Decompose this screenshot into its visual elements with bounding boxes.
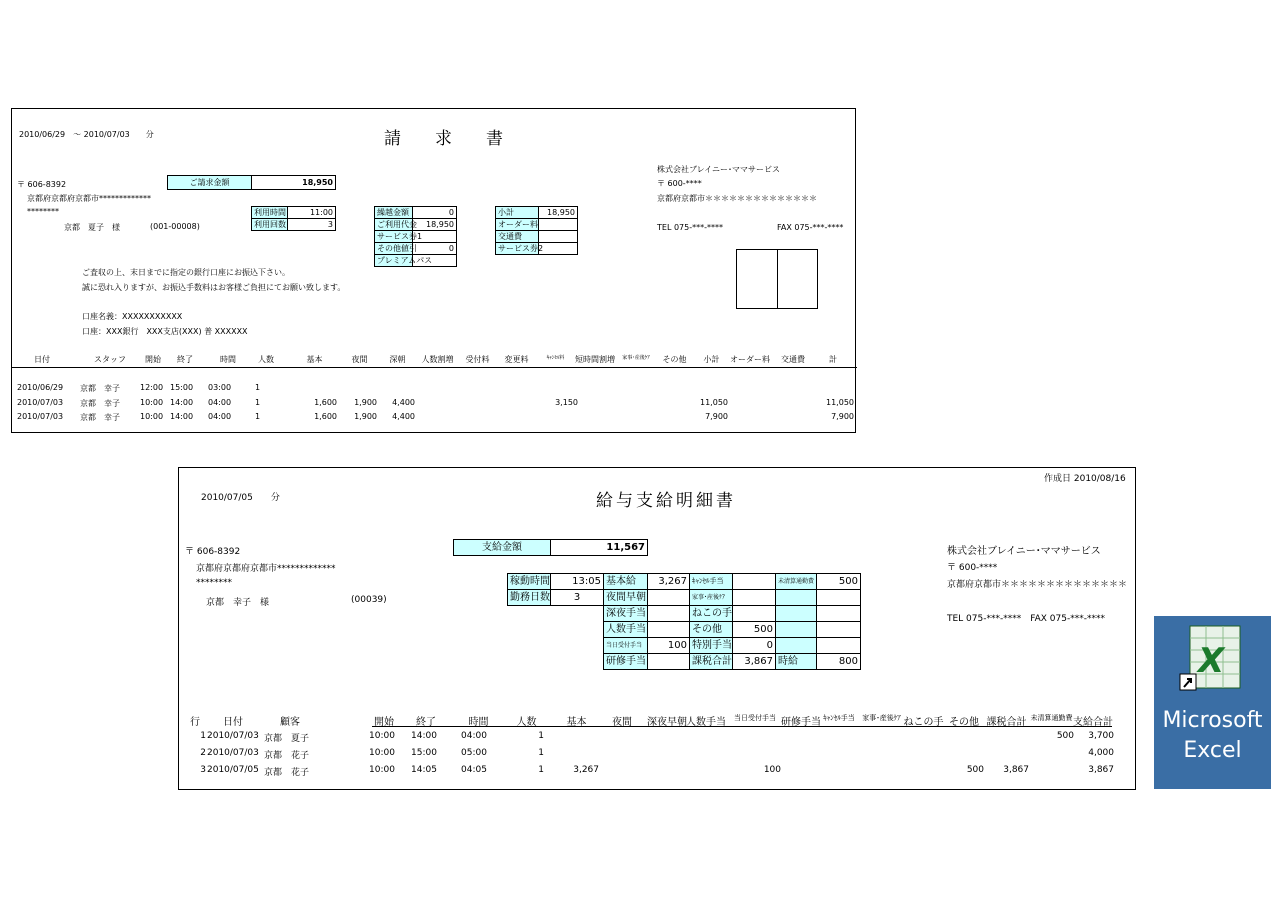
column-header: 時間: [468, 717, 489, 728]
table-cell: 7,900: [831, 412, 854, 421]
column-header: 研修手当: [781, 717, 821, 728]
column-header: 人数割増: [421, 355, 454, 364]
empty-cell: [816, 589, 861, 606]
house-value: [732, 589, 776, 606]
table-cell: 2010/07/05: [207, 765, 259, 775]
work-days-value: 3: [550, 589, 604, 606]
column-header: 変更料: [504, 355, 529, 364]
table-cell: 14:05: [411, 765, 437, 775]
premium-value: [412, 254, 457, 267]
pay-amount: 11,567: [550, 539, 648, 556]
use-count-label: 利用回数: [251, 218, 288, 231]
column-header: 開始: [374, 717, 394, 728]
table-cell: 500: [966, 765, 984, 775]
invoice-address: 京都府京都府京都市*************: [27, 194, 151, 203]
column-header: 顧客: [280, 717, 300, 728]
excel-label-1: Microsoft: [1162, 708, 1263, 733]
table-cell: 2010/07/03: [17, 412, 64, 421]
invoice-company-postal: 〒 600-****: [657, 179, 702, 188]
table-cell: 1,600: [314, 398, 337, 407]
column-header: スタッフ: [94, 355, 126, 364]
empty-cell: [816, 637, 861, 654]
invoice-fax: FAX 075-***-****: [777, 223, 844, 232]
table-cell: 1: [538, 748, 544, 758]
house-label: 家事･産後ｹｱ: [689, 589, 733, 606]
table-cell: 1: [255, 383, 261, 392]
excel-label-2: Excel: [1183, 738, 1242, 763]
column-header: 当日受付手当: [734, 714, 776, 722]
svc2-label: サービス券2: [495, 242, 539, 255]
excel-icon: [1154, 616, 1271, 701]
table-cell: 500: [1056, 731, 1074, 741]
column-header: 時間: [220, 355, 236, 364]
payslip-company: 株式会社ブレイニー･ママサービス: [947, 546, 1101, 557]
table-cell: 1: [538, 731, 544, 741]
table-cell: 10:00: [369, 731, 395, 741]
table-cell: 3: [200, 765, 206, 775]
late-value: [647, 605, 690, 622]
payslip-telfax: TEL 075-***-**** FAX 075-***-****: [947, 614, 1105, 624]
table-cell: 1: [538, 765, 544, 775]
use-time-value: 11:00: [287, 206, 336, 219]
use-time-label: 利用時間: [251, 206, 288, 219]
table-cell: 3,267: [573, 765, 599, 775]
empty-cell: [775, 637, 817, 654]
table-cell: 14:00: [411, 731, 437, 741]
table-cell: 2010/07/03: [207, 748, 259, 758]
table-cell: 京都 花子: [264, 768, 310, 778]
other-value: 500: [732, 621, 776, 638]
night-label: 夜間早朝: [603, 589, 648, 606]
payslip-address: 京都府京都府京都市*************: [196, 564, 336, 574]
table-cell: 京都 幸子: [80, 384, 120, 393]
column-header: 家事･産後ｹｱ: [622, 355, 650, 361]
empty-cell: [816, 621, 861, 638]
empty-cell: [775, 589, 817, 606]
column-header: 課税合計: [986, 717, 1027, 728]
empty-cell: [775, 621, 817, 638]
invoice-customer-code: (001-00008): [150, 222, 200, 231]
table-cell: 14:00: [170, 412, 194, 421]
table-cell: 10:00: [140, 412, 164, 421]
table-cell: 10:00: [369, 765, 395, 775]
column-header: 夜間: [351, 355, 368, 364]
other-disc-value: 0: [412, 242, 457, 255]
invoice-company: 株式会社ブレイニー･ママサービス: [657, 165, 780, 174]
column-header: その他: [949, 717, 979, 728]
work-time-value: 13:05: [550, 573, 604, 590]
premium-label: プレミアムパス: [374, 254, 413, 267]
table-cell: 11,050: [700, 398, 728, 407]
table-cell: 4,000: [1088, 748, 1114, 758]
column-header: 小計: [703, 355, 720, 364]
payslip-staff-code: (00039): [351, 595, 387, 605]
table-cell: 15:00: [170, 383, 194, 392]
table-cell: 04:00: [461, 731, 487, 741]
payslip-title: 給与支給明細書: [596, 491, 736, 511]
table-cell: 1,600: [314, 412, 337, 421]
carry-value: 0: [412, 206, 457, 219]
seal-box-right: [777, 249, 818, 309]
table-cell: 1: [255, 412, 261, 421]
column-header: その他: [662, 355, 687, 364]
table-cell: 12:00: [140, 383, 164, 392]
table-cell: 京都 幸子: [80, 413, 120, 422]
column-header: 人数: [516, 717, 537, 728]
svc1-label: サービス券1: [374, 230, 413, 243]
empty-cell: [816, 605, 861, 622]
other-disc-label: その他値引: [374, 242, 413, 255]
table-cell: 京都 夏子: [264, 734, 310, 744]
column-header: 基本: [566, 717, 587, 728]
taxable-label: 課税合計: [689, 653, 733, 670]
work-days-label: 勤務日数: [507, 589, 551, 606]
night-value: [647, 589, 690, 606]
column-header: ねこの手: [903, 717, 944, 728]
table-cell: 4,400: [392, 412, 415, 421]
training-label: 研修手当: [603, 653, 648, 670]
invoice-customer: 京都 夏子 様: [64, 223, 120, 232]
table-cell: 7,900: [705, 412, 728, 421]
seal-box-left: [736, 249, 778, 309]
table-cell: 3,867: [1003, 765, 1029, 775]
invoice-table-rule: [12, 367, 857, 368]
column-header: 深夜早朝: [647, 717, 687, 728]
invoice-address2: ********: [27, 207, 59, 216]
invoice-note-2: 誠に恐れ入りますが、お振込手数料はお客様ご負担にてお願い致します。: [82, 283, 346, 292]
late-label: 深夜手当: [603, 605, 648, 622]
payslip-company-postal: 〒 600-****: [947, 563, 998, 573]
table-cell: 1,900: [354, 398, 377, 407]
invoice-postal: 〒 606-8392: [17, 180, 67, 189]
invoice-document: [11, 108, 856, 433]
column-header: 基本: [306, 355, 323, 364]
table-cell: 03:00: [208, 383, 232, 392]
table-cell: 04:05: [461, 765, 487, 775]
column-header: ｷｬﾝｾﾙ料: [546, 355, 565, 361]
taxable-value: 3,867: [732, 653, 776, 670]
hourly-value: 800: [816, 653, 861, 670]
sameday-label: 当日受付手当: [603, 637, 648, 654]
column-header: 日付: [223, 717, 243, 728]
table-cell: 100: [763, 765, 781, 775]
column-header: 計: [829, 355, 837, 364]
transport-label: 交通費: [495, 230, 539, 243]
column-header: 受付料: [465, 355, 490, 364]
training-value: [647, 653, 690, 670]
svc2-value: [538, 242, 578, 255]
bill-amount: 18,950: [251, 175, 336, 190]
table-cell: 2010/07/03: [17, 398, 64, 407]
invoice-tel: TEL 075-***-****: [657, 223, 723, 232]
subtotal-label: 小計: [495, 206, 539, 219]
unsettled-value: 500: [816, 573, 861, 590]
table-cell: 2010/06/29: [17, 383, 64, 392]
cat-label: ねこの手: [689, 605, 733, 622]
table-cell: 10:00: [369, 748, 395, 758]
table-cell: 4,400: [392, 398, 415, 407]
column-header: 人数手当: [686, 717, 726, 728]
payslip-document: [178, 467, 1136, 790]
pay-label: 支給金額: [453, 539, 551, 556]
empty-cell: [775, 605, 817, 622]
invoice-note-1: ご査収の上、末日までに指定の銀行口座にお振込下さい。: [82, 268, 290, 277]
cancel-label: ｷｬﾝｾﾙ手当: [689, 573, 733, 590]
work-time-label: 稼動時間: [507, 573, 551, 590]
column-header: 行: [190, 717, 200, 728]
payslip-period: 2010/07/05 分: [201, 493, 280, 503]
table-cell: 11,050: [826, 398, 854, 407]
bill-label: ご請求金額: [167, 175, 252, 190]
column-header: 日付: [34, 355, 50, 364]
invoice-period: 2010/06/29 ～ 2010/07/03 分: [19, 130, 154, 139]
column-header: 短時間割増: [575, 355, 615, 364]
svg-text:X: X: [1198, 641, 1225, 681]
invoice-title: 請 求 書: [384, 129, 503, 149]
payslip-created: 作成日 2010/08/16: [1044, 474, 1126, 484]
table-cell: 04:00: [208, 398, 232, 407]
table-cell: 05:00: [461, 748, 487, 758]
invoice-account-name: 口座名義：XXXXXXXXXXX: [82, 312, 183, 321]
table-cell: 1,900: [354, 412, 377, 421]
table-cell: 10:00: [140, 398, 164, 407]
other-label: その他: [689, 621, 733, 638]
usage-fee-label: ご利用代金: [374, 218, 413, 231]
payslip-postal: 〒 606-8392: [185, 547, 241, 557]
subtotal-value: 18,950: [538, 206, 578, 219]
table-cell: 15:00: [411, 748, 437, 758]
table-cell: 3,150: [555, 398, 578, 407]
order-fee-label: オーダー料: [495, 218, 539, 231]
special-value: 0: [732, 637, 776, 654]
cancel-value: [732, 573, 776, 590]
persons-label: 人数手当: [603, 621, 648, 638]
table-cell: 京都 幸子: [80, 399, 120, 408]
column-header: 人数: [258, 355, 274, 364]
payslip-company-address: 京都府京都市＊＊＊＊＊＊＊＊＊＊＊＊＊＊: [947, 580, 1128, 590]
sameday-value: 100: [647, 637, 690, 654]
table-cell: 3,867: [1088, 765, 1114, 775]
unsettled-label: 未清算通勤費: [775, 573, 817, 590]
table-cell: 2: [200, 748, 206, 758]
table-cell: 京都 花子: [264, 751, 310, 761]
column-header: 夜間: [612, 717, 632, 728]
column-header: オーダー料: [730, 355, 770, 364]
table-cell: 1: [200, 731, 206, 741]
column-header: 交通費: [781, 355, 805, 364]
column-header: 未清算通勤費: [1030, 714, 1073, 722]
column-header: ｷｬﾝｾﾙ手当: [823, 714, 855, 722]
cat-value: [732, 605, 776, 622]
base-value: 3,267: [647, 573, 690, 590]
payslip-staff: 京都 幸子 様: [206, 598, 270, 608]
table-cell: 3,700: [1088, 731, 1114, 741]
column-header: 終了: [177, 355, 193, 364]
persons-value: [647, 621, 690, 638]
table-cell: 14:00: [170, 398, 194, 407]
payslip-address2: ********: [196, 578, 232, 588]
hourly-label: 時給: [775, 653, 817, 670]
column-header: 深朝: [389, 355, 406, 364]
column-header: 開始: [145, 355, 161, 364]
column-header: 終了: [416, 717, 436, 728]
invoice-company-address: 京都府京都市＊＊＊＊＊＊＊＊＊＊＊＊＊＊: [657, 194, 817, 203]
use-count-value: 3: [287, 218, 336, 231]
column-header: 支給合計: [1073, 717, 1113, 728]
table-cell: 04:00: [208, 412, 232, 421]
column-header: 家事･産後ｹｱ: [862, 714, 901, 722]
special-label: 特別手当: [689, 637, 733, 654]
table-cell: 1: [255, 398, 261, 407]
base-label: 基本給: [603, 573, 648, 590]
invoice-account: 口座：XXX銀行 XXX支店(XXX) 普 XXXXXX: [82, 327, 248, 336]
table-cell: 2010/07/03: [207, 731, 259, 741]
usage-fee-value: 18,950: [412, 218, 457, 231]
excel-shortcut[interactable]: [1154, 616, 1271, 789]
carry-label: 繰越金額: [374, 206, 413, 219]
